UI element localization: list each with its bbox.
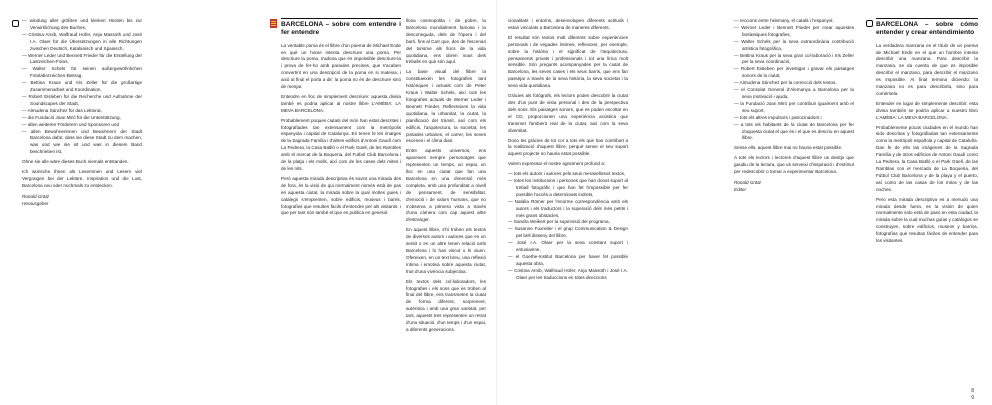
list-item: — Almudena Sánchez für das Lektorat,	[22, 108, 142, 115]
list-item: — a tots els habitants de la ciutat de Barcelona per fer d'aquesta ciutat el que és i el que es descriu en aquest llibre.	[734, 122, 854, 143]
paragraph: La verdadera manzana es el título de un poema de Michael Ende en el que un hombre intenta describir una manzana. Para describir la manzana, se da cuenta de que es imposible describir el manzano, para describir el manzano es imposible. Al final termina diciendo: la manzana no es para describirla, sino para comérsela.	[876, 42, 978, 96]
paragraph: El resultat són textos molt diferents sobre experiències personals i de vegades íntimes, reflexions, per exemple, sobre la història i el significat de l'arquitectura, pensaments privats i professionals i tot una lírica molt sensible. Són pregunts acompanyades per la ciutat de Barcelona, les seves cases i els seus barris, que ens fan passejar a través de la seva història, la seva societat i la seva vida quotidiana.	[508, 34, 628, 89]
list-item: — Bettina Kraus per la seva gran col·laboració i Iris Zeller per la seva coordinació,	[734, 53, 854, 67]
paragraph: En aquest llibre, s'hi troben els textos de diversos autors i autores que en un sentit o en un altre tenen relació amb Barcelona i hi han viscut o hi viuen. Ofereixen, en un text breu, una reflexió íntima i emotiva sobre aquesta ciutat, fruit d'una vivència subjectiva.	[406, 227, 486, 274]
right-col-2	[734, 18, 854, 398]
acknowledgement-list-ca	[508, 171, 628, 282]
left-col-3	[406, 18, 486, 398]
paragraph: Sense ells, aquest llibre mai no hauria estat possible.	[734, 145, 843, 151]
paragraph: Dono les gràcies de tot cor a tots els que han contribuït a la realització d'aquest llibre, perquè sense el seu suport aquest projecte no hauria estat possible.	[508, 137, 628, 157]
right-col-1	[508, 18, 628, 398]
rounded-square-icon	[12, 20, 19, 27]
list-item: — Werner Leder i Bennett Frieder per crear aquestes fantàstiques fotografies,	[734, 25, 854, 39]
paragraph: La veritable poma és el llibre d'un poema de Michael Ende en què un home intenta descriure una poma. Per descriure la poma, s'adona que és impossible descriure-la i prova de fer-ho amb paraules precises, que s'acaben convertint en una descripció de la poma en si mateixa, i això al final el porta a dir: la poma no és de descriure sinó de menjar.	[281, 42, 401, 90]
list-item: — Walter Schels per la seva extraordinària contribució artística fotogràfica,	[734, 39, 854, 53]
paragraph: Gràcies als fotògrafs, els lectors poden descobrir la ciutat des d'un punt de vista personal i des de la perspectiva dels sons. Els paisatges sonors, que es poden escoltar en el CD, proporcionen una experiència acústica que transmet l'ambient real de la ciutat, així com la seva diversitat.	[508, 93, 628, 133]
list-item: — allen weiteren Förderern und Sponsoren und	[22, 122, 142, 129]
paragraph: Entender en lugar de simplemente describir: esta divisa también se podría aplicar a nuestro libro L'AMÈBA: LA MEVA BARCELONA.	[876, 100, 978, 120]
signature-role: Herausgeber	[22, 200, 49, 206]
paragraph: Entendre en lloc de simplement descriure: aquesta divisa també es podria aplicar al nostre llibre L'AMÈBA: LA MEVA BARCELONA.	[281, 93, 401, 113]
list-item: — Almudena Sánchez per la correcció dels textos,	[734, 80, 854, 87]
rounded-square-icon	[866, 20, 873, 27]
signature-name: Ronald Grätz	[734, 179, 762, 185]
list-item: — Robert Eisleben für die Recherche und Aufnahme der Soundscapes der Stadt,	[22, 94, 142, 108]
paragraph: A tots els lectors i lectores d'aquest llibre us desitjo que gaudiu de la lectura, que us serveixi d'inspiració i d'estímul per redescobrir o tornar a experimentar Barcelona.	[734, 155, 854, 175]
paragraph: Ich wünsche Ihnen als Leserinnen und Lesern viel Vergnügen bei der Lektüre, Inspiration und die Lust, Barcelona neu oder nochmals zu entdecken.	[22, 169, 142, 188]
list-item: — windung aller größten und kleinen Hürden bis zur Verwirklichung des Buches,	[22, 18, 142, 32]
acknowledgement-list-ca-cont	[734, 18, 854, 142]
list-item: — Werner Leder und Bennett Frieder für die Erstellung der Lastzeichen-Fotos,	[22, 53, 142, 67]
list-item: — José I.A. Olaer per la seva constant suport i entusiasme,	[508, 240, 628, 254]
paragraph: cionalitats i entorns, desenvolupen diferents actituds i estan vinculats a Barcelona de maneres diferents.	[508, 18, 628, 30]
list-item: — tots els autors i autores pels seus meravellosos textos,	[508, 171, 628, 178]
signature-name: Ronald Grätz	[22, 193, 50, 199]
list-item: — Natàlia Römer per l'enorme correspondència amb els autors i els traductors i la superació dels més petits i més grans obstacles,	[508, 199, 628, 220]
page-number: 9	[971, 395, 974, 401]
list-item: — la Fundació Joan Miró per contribuir igualment amb el seu suport,	[734, 101, 854, 115]
paragraph: Volem expressar el nostre agraïment profund a:	[508, 161, 606, 167]
section-heading: BARCELONA – sobre com entendre i fer entendre	[281, 18, 401, 37]
list-item: — Walter Schels für seinen außergewöhnlichen Fotolaborzeichen-Beitrag,	[22, 66, 142, 80]
page-number: 8	[971, 388, 974, 394]
list-item: — el Goethe-Institut Barcelona per haver fet possible aquesta obra,	[508, 254, 628, 268]
list-item: — Bettina Kraus und Iris Zeller für die großartige Zusammenarbeit und Koordination,	[22, 80, 142, 94]
list-item: — totes les institucions i persones que han donat suport al treball fotogràfic i que han fet l'impossible per fer possible l'accés a determinats indrets,	[508, 178, 628, 199]
paragraph: Pero esta mirada descriptiva es a menudo una mirada desde fuera, es la visión de quien normalmente solo está de paso en esta ciudad, la mirada sobre la cual muchas guías y catálogos se construyen, sobre edificios, museos y barrios, fotografías que resultan fáciles de entender para los visitantes.	[876, 196, 978, 244]
paragraph: La base visual del llibre la constitueixen les fotografies tant històriques i actuals com de Peter Kraus i Walter Schels, així com les fotografies actuals de Werner Leder i Bennett Frieder. Reflecteixen la vida quotidiana, la urbanitat, la ciutat, la planificació del trànsit, així com els edificis, l'arquitectura, la societat, les pintades urbanes, el carrer, les seves escenes i el clima diari.	[406, 69, 486, 144]
catalan-flag-icon	[270, 19, 277, 28]
list-item: — allen Bewohnerinnen und Bewohnern der Stadt Barcelona dafür, dass sie diese Stadt zu dem machen, was und wie sie ist und was in diesem Band beschrieben ist.	[22, 129, 142, 157]
paragraph: llona cosmopolita i de pobre, la Barcelona mundialment famosa i la desconeguda, dels de l'òpera i del barri, fins al Carr que, des de l'escenari del turisme als llocs de la vida quotidiana, ens obren nous dels treballs en què són aquí.	[406, 18, 486, 65]
list-item: — reccions entre l'alemany, el català i l'espanyol,	[734, 18, 854, 25]
list-item: — die Fundació Joan Miró für die Unterstützung,	[22, 115, 142, 122]
list-item: — tots els altres impulsors i patrocinadors i	[734, 115, 854, 122]
list-item: — el Consolat General d'Alemanya a Barcelona per la seva motivació i ajuda,	[734, 87, 854, 101]
left-col-1	[22, 18, 142, 388]
left-col-2	[281, 18, 401, 398]
list-item: — Robert Eisleben per investigar i gravar els paisatges sonors de la ciutat,	[734, 66, 854, 80]
acknowledgement-list-de	[22, 18, 142, 156]
list-item: — Cristina Arnib, Walfraud Hofer, Anja Massoth i José I.A. Olaer per les traduccions en totes direccions	[508, 268, 628, 282]
paragraph: Probablemente pocas ciudades en el mundo han sido descritas y fotografiadas tan extensamente como la metrópoli española y capital de Cataluña. Dan fe de ello las imágenes de la Sagrada Família y de otros edificios de Antoni Gaudí como La Pedrera, la Casa Batlló o el Park Güell, de las Ramblas con el mercado de La Boqueria, del Fútbol Club Barcelona y de la playa y el puerto, así como de las casas de los mitos y de las noches.	[876, 124, 978, 192]
right-col-3	[876, 18, 978, 388]
paragraph: Probablement poques ciutats del món han estat descrites i fotografiades tan extensament com la metròpolis espanyola i capital de Catalunya. En tenen fe les imatges de la Sagrada Família i d'altres edificis d'Antoni Gaudí com La Pedrera, la Casa Batlló o el Park Güell, de les Rambles amb el mercat de la Boqueria, del Futbol Club Barcelona i de la platja i els molls, així com de les cases dels mites i de les nits.	[281, 117, 401, 171]
paragraph: Però aquesta mirada descriptiva és sovint una mirada des de fora, és la visió de qui normalment només està de pas en aquesta ciutat, la mirada sobre la qual moltes guies i catàlegs s'emprenten, sobre edificis, museus i barris, fotografies que resulten fàcils d'entendre per als visitants, i que per tant són també el que es publica en general.	[281, 175, 401, 216]
paragraph: Ohne sie alle wäre dieses Buch niemals entstanden.	[22, 159, 129, 165]
paragraph: Els textos dels col·laboradors, les fotografies i els sons que es troben al final del llibre, ens transmeten la ciutat de forma diferent, sorprenent, autèntica i amb una gran varietat, per tant, aquests tres representen un retrat d'una situació, d'un temps i d'un espai, a diferents generacions.	[406, 278, 486, 332]
paragraph: Entre aquests universos, ens apareixen sempre personatges que representen un temps, un espai, un lloc en una ciutat que fan una Barcelona en una dimensió més completa, amb una profunditat a nivell de pensament, de sensibilitat, d'emoció i de valors humans, que no s'observa a primera vista a través d'una càmera com cap aquest altre d'estranger.	[406, 148, 486, 223]
page-gutter	[496, 0, 497, 405]
section-heading: BARCELONA – sobre cómo entender y crear entendimiento	[876, 18, 978, 37]
signature-role: Editor	[734, 186, 747, 192]
list-item: — Sandra Weikert per la supervisió del programa,	[508, 219, 628, 226]
list-item: — Cristina Arnib, Walfraud Hofer, Anja Massoth und José I.A. Olaer für die Übersetzungen in alle Richtungen zwischen Deutsch, Katalanisch und Spanisch,	[22, 32, 142, 53]
list-item: — Susanne Fuxreiter i el grup Communication & Design pel bell disseny del llibre,	[508, 226, 628, 240]
